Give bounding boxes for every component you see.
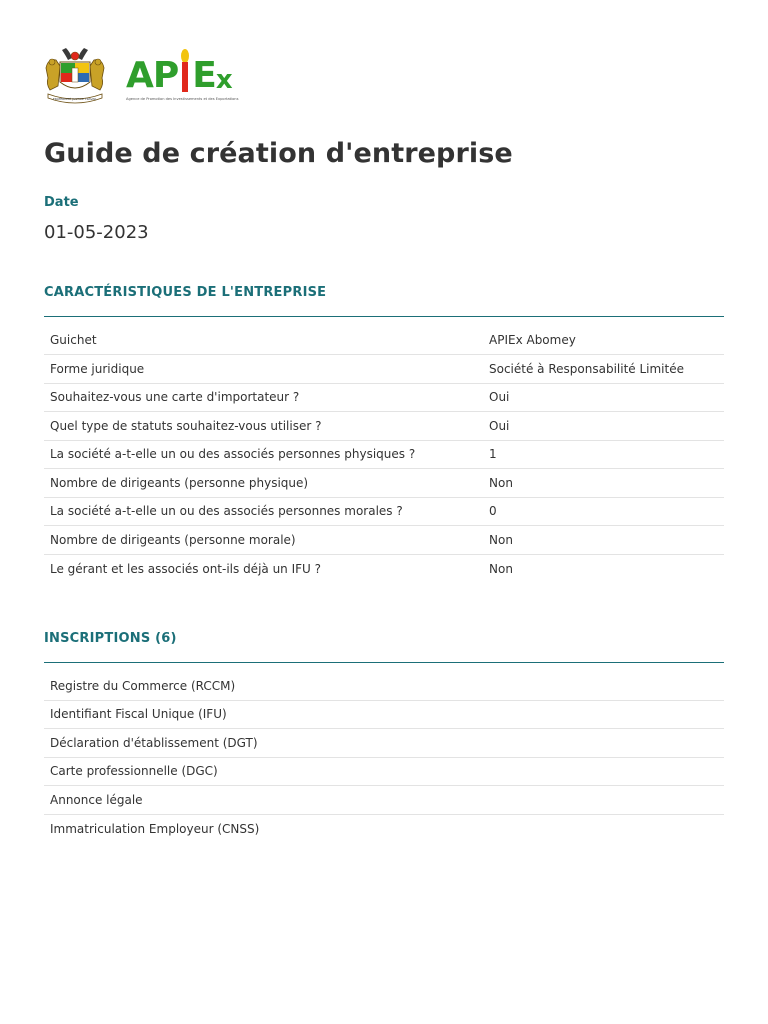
- list-item: Registre du Commerce (RCCM): [44, 672, 724, 701]
- row-value: Non: [489, 532, 513, 547]
- row-value: Non: [489, 561, 513, 576]
- inscriptions-list: [44, 672, 724, 843]
- row-label: Souhaitez-vous une carte d'importateur ?: [50, 390, 300, 405]
- row-value: 0: [489, 504, 497, 519]
- row-label: Le gérant et les associés ont-ils déjà un IFU ?: [50, 561, 322, 576]
- logo-tagline: Agence de Promotion des Investissements et des Exportations: [126, 97, 239, 101]
- row-label: La société a-t-elle un ou des associés personnes physiques ?: [50, 447, 416, 462]
- table-row: [44, 383, 724, 412]
- section-title-characteristics: CARACTÉRISTIQUES DE L'ENTREPRISE: [44, 285, 327, 300]
- torch-icon: [178, 48, 192, 92]
- table-row: [44, 355, 724, 384]
- row-label: Nombre de dirigeants (personne physique): [50, 475, 309, 490]
- emblem-motto: FRATERNITÉ JUSTICE TRAVAIL: [53, 97, 97, 101]
- date-label: Date: [44, 195, 79, 210]
- logo-letter-x: x: [215, 65, 232, 95]
- list-item: Carte professionnelle (DGC): [44, 758, 724, 787]
- row-value: Non: [489, 475, 513, 490]
- table-row: [44, 554, 724, 583]
- section-divider: [44, 316, 724, 317]
- row-label: Forme juridique: [50, 361, 145, 376]
- apiex-logo: [126, 46, 244, 104]
- section-divider: [44, 662, 724, 663]
- row-label: Nombre de dirigeants (personne morale): [50, 532, 296, 547]
- table-row: [44, 497, 724, 526]
- date-value: 01-05-2023: [44, 222, 149, 243]
- row-value: APIEx Abomey: [489, 333, 576, 347]
- table-row: [44, 469, 724, 498]
- section-title-inscriptions: INSCRIPTIONS (6): [44, 631, 177, 646]
- header-logos: [44, 46, 244, 106]
- list-item: Déclaration d'établissement (DGT): [44, 729, 724, 758]
- list-item: Immatriculation Employeur (CNSS): [50, 821, 260, 836]
- logo-letters-ap: AP: [126, 55, 179, 96]
- logo-letter-i: [178, 54, 192, 94]
- table-row: [44, 412, 724, 441]
- row-value: Oui: [489, 390, 510, 405]
- benin-coat-of-arms-icon: [44, 46, 106, 104]
- list-item: Annonce légale: [44, 786, 724, 815]
- row-value: 1: [489, 447, 497, 462]
- table-row: [44, 326, 724, 355]
- page-title: Guide de création d'entreprise: [44, 138, 513, 169]
- row-label: Guichet: [50, 333, 97, 347]
- table-row: [44, 526, 724, 555]
- logo-letter-e: E: [192, 55, 216, 96]
- list-item: Identifiant Fiscal Unique (IFU): [44, 701, 724, 730]
- row-label: Quel type de statuts souhaitez-vous utiliser ?: [50, 418, 322, 433]
- row-value: Oui: [489, 418, 510, 433]
- row-value: Société à Responsabilité Limitée: [489, 361, 684, 376]
- table-row: [44, 440, 724, 469]
- apiex-wordmark: [126, 54, 232, 94]
- row-label: La société a-t-elle un ou des associés personnes morales ?: [50, 504, 403, 519]
- characteristics-table: [44, 326, 724, 583]
